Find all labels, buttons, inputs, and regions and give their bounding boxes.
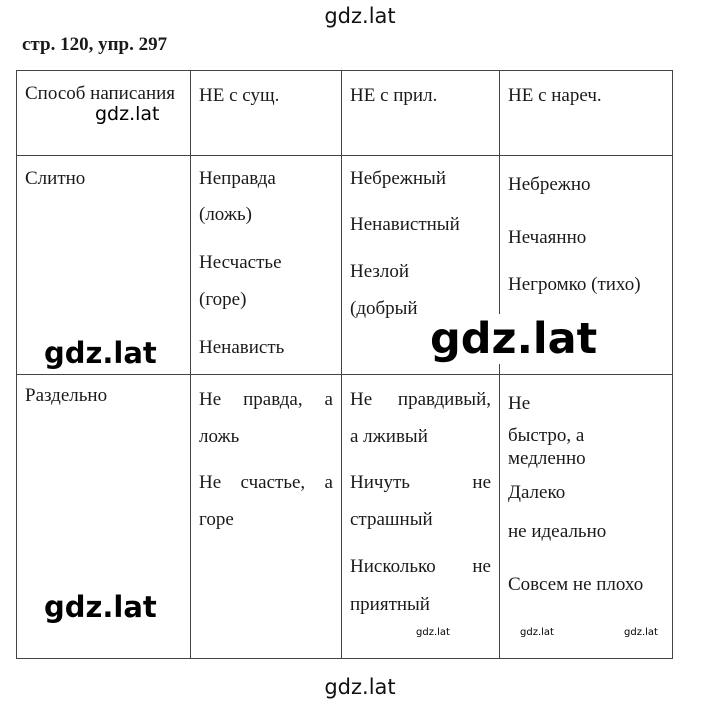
list-item: Несчастье bbox=[199, 252, 282, 273]
watermark-header: gdz.lat bbox=[95, 103, 160, 125]
watermark-small: gdz.lat bbox=[624, 627, 658, 638]
adverbs-separate-cell bbox=[500, 375, 673, 659]
list-item: Негромко (тихо) bbox=[508, 274, 641, 295]
list-item: Незлой bbox=[350, 261, 410, 282]
header-adjectives-text: НЕ с прил. bbox=[350, 85, 438, 106]
watermark-small: gdz.lat bbox=[416, 627, 450, 638]
list-item: (горе) bbox=[199, 289, 247, 310]
list-item: Не правда, а bbox=[199, 389, 333, 410]
list-item: Небрежный bbox=[350, 168, 446, 189]
row-label-separate: Раздельно bbox=[25, 385, 108, 406]
list-item: Не правдивый, bbox=[350, 389, 491, 410]
watermark-large-center: gdz.lat bbox=[426, 314, 601, 364]
watermark-bottom: gdz.lat bbox=[324, 675, 396, 699]
list-item: Не счастье, а bbox=[199, 472, 333, 493]
watermark-large: gdz.lat bbox=[44, 336, 157, 370]
list-item: (добрый bbox=[350, 298, 418, 319]
list-item: Не bbox=[508, 393, 531, 414]
list-item: Ненависть bbox=[199, 337, 285, 358]
list-item: быстро, а медленно bbox=[508, 425, 586, 469]
list-item: Нисколько не bbox=[350, 556, 491, 577]
exercise-heading: стр. 120, упр. 297 bbox=[22, 34, 168, 55]
watermark-large: gdz.lat bbox=[44, 590, 157, 624]
watermark-top: gdz.lat bbox=[324, 4, 396, 28]
header-adverbs-text: НЕ с нареч. bbox=[508, 85, 602, 106]
list-item: Ничуть не bbox=[350, 472, 491, 493]
list-item: Неправда bbox=[199, 168, 276, 189]
list-item: Нечаянно bbox=[508, 227, 587, 248]
list-item: Ненавистный bbox=[350, 214, 460, 235]
list-item: ложь bbox=[199, 426, 240, 447]
header-method-text: Способ написания bbox=[25, 83, 176, 104]
header-cell-nouns bbox=[191, 71, 342, 156]
list-item: горе bbox=[199, 509, 234, 530]
list-item: не идеально bbox=[508, 521, 607, 542]
header-cell-adverbs bbox=[500, 71, 673, 156]
nouns-separate-cell bbox=[191, 375, 342, 659]
list-item: приятный bbox=[350, 594, 430, 615]
list-item: Далеко bbox=[508, 482, 566, 503]
adjectives-separate-cell bbox=[342, 375, 500, 659]
nouns-fused-cell bbox=[191, 156, 342, 375]
header-nouns-text: НЕ с сущ. bbox=[199, 85, 280, 106]
list-item: Небрежно bbox=[508, 174, 591, 195]
list-item: Совсем не плохо bbox=[508, 574, 644, 595]
watermark-small: gdz.lat bbox=[520, 627, 554, 638]
list-item: а лживый bbox=[350, 426, 428, 447]
row-label-fused: Слитно bbox=[25, 168, 86, 189]
header-cell-adjectives bbox=[342, 71, 500, 156]
list-item: (ложь) bbox=[199, 204, 252, 225]
list-item: страшный bbox=[350, 509, 433, 530]
